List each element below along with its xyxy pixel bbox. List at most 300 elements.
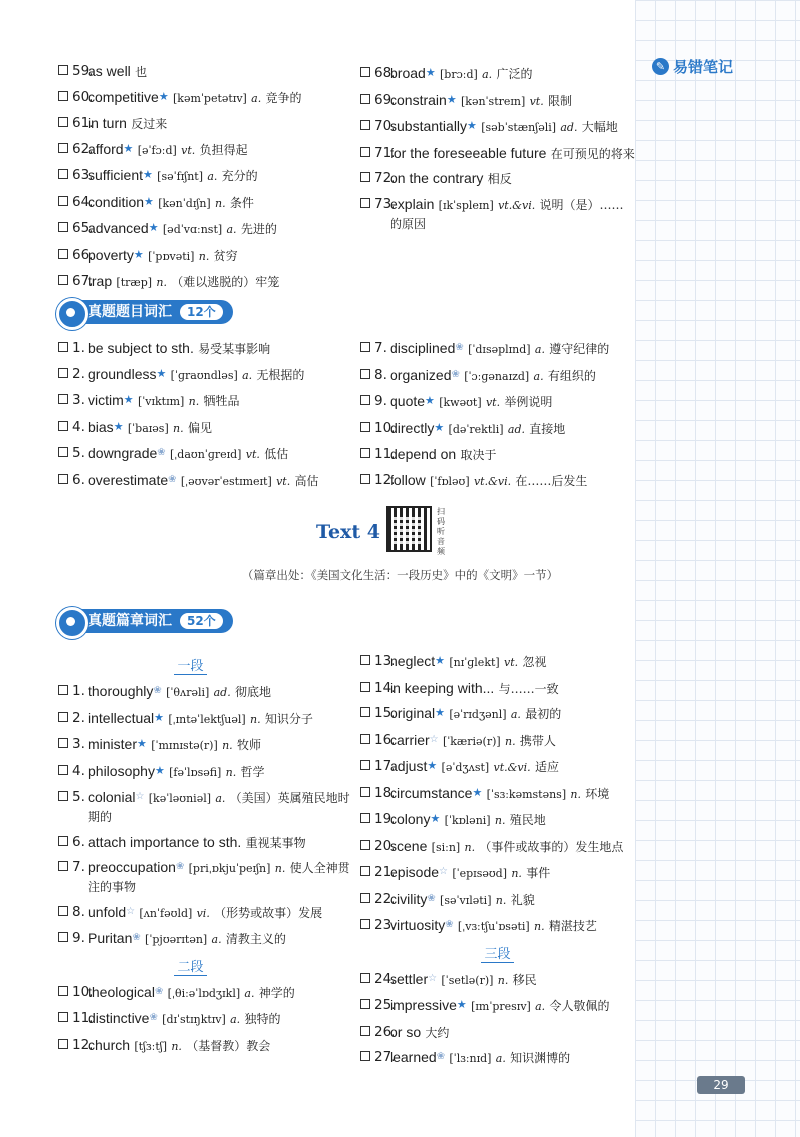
entry-number: 71. xyxy=(374,144,396,161)
checkbox[interactable] xyxy=(360,1051,370,1061)
entry-number: 69. xyxy=(374,91,396,108)
frequency-mark-icon: ❀ xyxy=(149,1012,158,1023)
vocab-entry xyxy=(360,810,655,830)
definition: （事件或故事的）发生地点 xyxy=(479,839,624,854)
entry-number: 2. xyxy=(72,709,85,726)
checkbox[interactable] xyxy=(58,765,68,775)
edit-icon: ✎ xyxy=(652,58,669,75)
definition: （基督教）教会 xyxy=(186,1038,271,1053)
entry-word: civility xyxy=(390,890,428,907)
phonetic: [kənˈstreɪn] xyxy=(460,94,526,108)
part-of-speech: vi. xyxy=(196,906,210,920)
checkbox[interactable] xyxy=(58,836,68,846)
definition: 大约 xyxy=(425,1025,450,1040)
checkbox[interactable] xyxy=(58,906,68,916)
frequency-mark-icon: ☆ xyxy=(126,905,136,917)
checkbox[interactable] xyxy=(360,999,370,1009)
definition: 直接地 xyxy=(529,421,566,436)
phonetic: [ˈfɒləʊ] xyxy=(430,474,470,488)
phonetic: [əˈdʒʌst] xyxy=(441,761,490,774)
phonetic: [tʃɜːtʃ] xyxy=(134,1039,168,1053)
entry-number: 21. xyxy=(374,864,396,880)
frequency-mark-icon: ★ xyxy=(425,66,436,79)
entry-word: poverty xyxy=(88,246,134,263)
phonetic: [əˈrɪdʒənl] xyxy=(449,708,507,721)
vocab-entry xyxy=(58,929,353,949)
section-title: 真题篇章词汇 xyxy=(88,613,172,629)
definition: 与……一致 xyxy=(498,681,559,696)
part-of-speech: n. xyxy=(250,712,261,726)
entry-word: attach importance to sth. xyxy=(88,833,242,850)
checkbox[interactable] xyxy=(58,143,68,153)
part-of-speech: n. xyxy=(497,973,509,987)
frequency-mark-icon: ❀ xyxy=(154,985,164,997)
vocab-entry xyxy=(58,735,353,755)
entry-word: or so xyxy=(390,1023,422,1040)
entry-number: 15. xyxy=(374,705,396,721)
vocab-entry xyxy=(58,219,358,239)
frequency-mark-icon: ★ xyxy=(133,247,144,261)
checkbox[interactable] xyxy=(58,1012,68,1022)
definition: 负担得起 xyxy=(199,142,248,157)
vocab-entry xyxy=(58,62,358,81)
checkbox[interactable] xyxy=(360,787,370,797)
checkbox[interactable] xyxy=(360,172,370,182)
phonetic: [səbˈstænʃəli] xyxy=(481,121,557,134)
part-of-speech: a. xyxy=(533,369,544,383)
part-of-speech: a. xyxy=(230,1013,241,1026)
vocab-entry xyxy=(58,272,358,292)
phonetic: [səˈfɪʃnt] xyxy=(157,170,204,183)
checkbox[interactable] xyxy=(360,395,370,405)
vocab-entry xyxy=(58,339,358,358)
part-of-speech: n. xyxy=(222,739,233,752)
checkbox[interactable] xyxy=(360,67,370,77)
checkbox[interactable] xyxy=(58,65,68,75)
part-of-speech: a. xyxy=(226,223,237,236)
entry-word: follow xyxy=(390,471,426,488)
part-of-speech: a. xyxy=(534,343,545,356)
entry-word: victim xyxy=(88,392,124,408)
frequency-mark-icon: ❀ xyxy=(153,685,162,696)
checkbox[interactable] xyxy=(360,147,370,157)
frequency-mark-icon: ❀ xyxy=(175,861,185,872)
phonetic: [ˈsetlə(r)] xyxy=(441,973,494,987)
frequency-mark-icon: ❀ xyxy=(445,919,454,930)
frequency-mark-icon: ☆ xyxy=(439,866,449,877)
entry-word: for the foreseeable future xyxy=(390,144,547,161)
phonetic: [ɪmˈpresɪv] xyxy=(471,1000,531,1013)
entry-number: 73. xyxy=(374,195,396,212)
definition: 易受某事影响 xyxy=(198,342,271,356)
entry-number: 66. xyxy=(72,246,94,263)
definition: 独特的 xyxy=(244,1012,281,1026)
phonetic: [brɔːd] xyxy=(439,68,478,81)
checkbox[interactable] xyxy=(58,791,68,801)
entry-word: colonial xyxy=(88,789,136,805)
checkbox[interactable] xyxy=(360,474,370,484)
vocab-entry xyxy=(58,88,358,108)
phonetic: [ˈlɜːnɪd] xyxy=(449,1052,492,1065)
entry-number: 8. xyxy=(72,903,85,920)
vocab-entry xyxy=(360,837,655,857)
entry-number: 22. xyxy=(374,890,396,907)
checkbox[interactable] xyxy=(58,932,68,942)
entry-word: intellectual xyxy=(88,709,155,726)
checkbox[interactable] xyxy=(360,198,370,208)
definition: 限制 xyxy=(548,93,573,108)
entry-word: distinctive xyxy=(88,1010,150,1026)
vocab-entry xyxy=(360,679,655,698)
frequency-mark-icon: ★ xyxy=(446,92,457,106)
entry-number: 8. xyxy=(374,366,387,383)
part-of-speech: a. xyxy=(251,91,262,105)
checkbox[interactable] xyxy=(360,94,370,104)
part-of-speech: n. xyxy=(464,840,476,854)
entry-word: constrain xyxy=(390,91,447,108)
entry-number: 24. xyxy=(374,970,396,987)
frequency-mark-icon: ☆ xyxy=(135,791,145,802)
entry-word: substantially xyxy=(390,118,468,134)
checkbox[interactable] xyxy=(360,919,370,929)
checkbox[interactable] xyxy=(58,685,68,695)
checkbox[interactable] xyxy=(360,973,370,983)
checkbox[interactable] xyxy=(360,342,370,352)
part-of-speech: vt. xyxy=(245,448,260,461)
vocab-entry xyxy=(360,392,635,412)
checkbox[interactable] xyxy=(58,117,68,127)
part-of-speech: a. xyxy=(211,933,222,946)
phonetic: [kəmˈpetətɪv] xyxy=(172,91,247,105)
section2-right-list xyxy=(360,339,635,497)
checkbox[interactable] xyxy=(58,474,68,484)
entry-word: bias xyxy=(88,418,114,435)
definition: 知识渊博的 xyxy=(510,1051,571,1065)
definition: 在可预见的将来 xyxy=(550,146,635,161)
checkbox[interactable] xyxy=(360,840,370,850)
vocab-entry xyxy=(58,246,358,266)
entry-word: thoroughly xyxy=(88,683,154,699)
entry-word: competitive xyxy=(88,88,159,105)
frequency-mark-icon: ★ xyxy=(435,706,446,719)
frequency-mark-icon: ★ xyxy=(148,221,159,234)
vocab-entry xyxy=(58,1009,323,1029)
entry-word: trap xyxy=(88,273,113,289)
checkbox[interactable] xyxy=(58,275,68,285)
part-of-speech: a. xyxy=(482,68,493,81)
part-of-speech: ad. xyxy=(507,422,525,436)
vocab-entry xyxy=(58,682,353,702)
entry-word: advanced xyxy=(88,220,149,236)
phonetic: [ˈsɜːkəmstəns] xyxy=(486,787,567,801)
definition: 殖民地 xyxy=(509,813,546,827)
entry-number: 5. xyxy=(72,789,85,805)
entry-number: 9. xyxy=(72,930,85,946)
phonetic: [ˌθiːəˈlɒdʒɪkl] xyxy=(167,986,241,1000)
entry-number: 62. xyxy=(72,140,94,157)
vocab-entry xyxy=(360,117,635,137)
definition: 牧师 xyxy=(236,738,261,752)
checkbox[interactable] xyxy=(58,421,68,431)
frequency-mark-icon: ❀ xyxy=(168,473,177,485)
definition: 偏见 xyxy=(187,420,212,435)
entry-number: 70. xyxy=(374,118,396,134)
segment-heading: 三段 xyxy=(481,947,513,963)
vocab-entry xyxy=(58,140,358,160)
entry-number: 60. xyxy=(72,88,94,105)
checkbox[interactable] xyxy=(360,448,370,458)
phonetic: [ɪkˈspleɪn] xyxy=(438,198,494,212)
checkbox[interactable] xyxy=(58,249,68,259)
part-of-speech: n. xyxy=(188,395,200,408)
definition: 说明（是）……的原因 xyxy=(390,197,624,231)
entry-word: philosophy xyxy=(88,762,155,779)
checkbox[interactable] xyxy=(58,91,68,101)
phonetic: [ˈɡraʊndləs] xyxy=(170,368,238,382)
section3-right-column xyxy=(360,652,635,1075)
definition: 清教主义的 xyxy=(225,932,286,946)
part-of-speech: a. xyxy=(215,792,226,805)
text-title: Text 4 xyxy=(316,521,380,543)
vocab-entry xyxy=(360,652,655,672)
phonetic: [əˈfɔːd] xyxy=(137,143,177,157)
checkbox[interactable] xyxy=(58,394,68,404)
entry-word: broad xyxy=(390,65,426,81)
checkbox[interactable] xyxy=(58,222,68,232)
entry-word: minister xyxy=(88,736,138,752)
part-of-speech: ad. xyxy=(560,121,578,134)
entry-number: 12. xyxy=(374,471,396,488)
phonetic: [ˌəʊvərˈestɪmeɪt] xyxy=(180,474,272,488)
vocab-entry xyxy=(360,970,635,990)
definition: 哲学 xyxy=(240,764,265,779)
checkbox[interactable] xyxy=(58,368,68,378)
frequency-mark-icon: ★ xyxy=(456,998,467,1011)
checkbox[interactable] xyxy=(360,760,370,770)
entry-number: 63. xyxy=(72,167,94,183)
entry-word: colony xyxy=(390,811,431,827)
section-header-passage xyxy=(62,609,233,633)
vocab-entry xyxy=(360,195,635,233)
entry-number: 11. xyxy=(72,1010,94,1026)
qr-code-icon[interactable] xyxy=(386,506,432,552)
entry-number: 3. xyxy=(72,392,85,408)
part-of-speech: n. xyxy=(198,249,210,263)
vocab-entry xyxy=(360,445,635,464)
section2-left-list xyxy=(58,339,358,497)
frequency-mark-icon: ★ xyxy=(156,366,167,380)
vocab-entry xyxy=(360,1023,635,1042)
checkbox[interactable] xyxy=(360,707,370,717)
part-of-speech: vt. xyxy=(485,396,501,409)
definition: 牺牲品 xyxy=(203,394,240,408)
vocab-entry xyxy=(360,784,655,804)
checkbox[interactable] xyxy=(360,734,370,744)
checkbox[interactable] xyxy=(58,986,68,996)
entry-number: 67. xyxy=(72,273,94,289)
phonetic: [ˌvɜːtʃuˈɒsəti] xyxy=(457,920,530,933)
frequency-mark-icon: ★ xyxy=(154,763,165,777)
part-of-speech: vt.&vi. xyxy=(498,198,536,212)
definition: 举例说明 xyxy=(504,395,553,409)
checkbox[interactable] xyxy=(58,861,68,871)
phonetic: [ˌɪntəˈlektʃuəl] xyxy=(168,712,246,726)
checkbox[interactable] xyxy=(360,682,370,692)
frequency-mark-icon: ❀ xyxy=(451,368,460,380)
vocab-entry xyxy=(360,890,655,910)
vocab-entry xyxy=(58,391,358,411)
phonetic: [ˈvɪktɪm] xyxy=(137,395,185,408)
entry-word: overestimate xyxy=(88,471,169,488)
definition: 高估 xyxy=(294,473,319,488)
vocab-entry xyxy=(58,471,358,491)
checkbox[interactable] xyxy=(360,422,370,432)
entry-number: 59. xyxy=(72,63,94,79)
vocab-entry xyxy=(360,731,655,751)
entry-word: church xyxy=(88,1036,131,1053)
section-count: 52个 xyxy=(180,613,223,629)
part-of-speech: n. xyxy=(225,765,237,779)
phonetic: [ˈmɪnɪstə(r)] xyxy=(151,739,218,752)
checkbox[interactable] xyxy=(360,120,370,130)
entry-word: afford xyxy=(88,140,124,157)
vocab-entry xyxy=(360,64,635,84)
entry-word: organized xyxy=(390,366,452,383)
phonetic: [dɪˈstɪŋktɪv] xyxy=(162,1013,226,1026)
checkbox[interactable] xyxy=(360,866,370,876)
frequency-mark-icon: ★ xyxy=(137,737,147,750)
checkbox[interactable] xyxy=(360,813,370,823)
entry-number: 20. xyxy=(374,837,396,854)
checkbox[interactable] xyxy=(58,738,68,748)
vocab-entry xyxy=(58,1036,323,1056)
part-of-speech: n. xyxy=(274,862,286,875)
phonetic: [ˈdɪsəplɪnd] xyxy=(468,343,531,356)
entry-number: 25. xyxy=(374,997,396,1013)
definition: 条件 xyxy=(229,195,254,210)
definition: 低估 xyxy=(264,447,289,461)
section-title: 真题题目词汇 xyxy=(88,304,172,320)
checkbox[interactable] xyxy=(360,1026,370,1036)
entry-number: 17. xyxy=(374,758,396,774)
vocab-entry xyxy=(58,193,358,213)
part-of-speech: vt. xyxy=(276,474,291,488)
checkbox[interactable] xyxy=(58,196,68,206)
source-note: （篇章出处：《美国文化生活：一段历史》中的《文明》一节） xyxy=(241,568,559,582)
entry-word: on the contrary xyxy=(390,170,484,186)
checkbox[interactable] xyxy=(58,169,68,179)
checkbox[interactable] xyxy=(360,655,370,665)
phonetic: [priˌɒkjuˈpeɪʃn] xyxy=(188,862,271,875)
entry-number: 14. xyxy=(374,679,396,696)
vocab-entry xyxy=(360,916,655,936)
entry-word: quote xyxy=(390,393,426,409)
definition: 反过来 xyxy=(131,117,168,131)
checkbox[interactable] xyxy=(360,369,370,379)
definition: 使人全神贯注的事物 xyxy=(88,861,350,894)
part-of-speech: vt. xyxy=(504,656,519,669)
definition: 取决于 xyxy=(460,448,497,462)
vocab-entry xyxy=(58,709,353,729)
vocab-entry xyxy=(360,757,655,777)
definition: 无根据的 xyxy=(256,367,305,382)
checkbox[interactable] xyxy=(58,342,68,352)
frequency-mark-icon: ★ xyxy=(427,759,438,772)
part-of-speech: vt.&vi. xyxy=(493,761,531,774)
vocab-entry xyxy=(360,144,635,163)
frequency-mark-icon: ★ xyxy=(467,119,477,132)
entry-number: 6. xyxy=(72,471,85,488)
vocab-entry xyxy=(360,704,655,724)
frequency-mark-icon: ★ xyxy=(472,785,483,799)
entry-word: adjust xyxy=(390,758,428,774)
definition: 最初的 xyxy=(525,707,562,721)
frequency-mark-icon: ❀ xyxy=(427,892,436,904)
vocab-entry xyxy=(58,833,353,852)
vocab-entry xyxy=(58,444,358,464)
entry-number: 5. xyxy=(72,445,85,461)
section3-left-column xyxy=(58,653,350,1062)
search-icon xyxy=(56,298,88,330)
checkbox[interactable] xyxy=(58,1039,68,1049)
entry-word: in turn xyxy=(88,115,127,131)
vocab-entry xyxy=(360,169,635,188)
entry-number: 4. xyxy=(72,418,85,435)
phonetic: [ˈepɪsəʊd] xyxy=(452,867,508,880)
frequency-mark-icon: ★ xyxy=(430,812,441,825)
phonetic: [ˈkæriə(r)] xyxy=(442,734,501,748)
vocab-entry xyxy=(58,903,353,923)
section1-right-list xyxy=(360,64,635,239)
definition: 重视某事物 xyxy=(245,835,306,850)
definition: 携带人 xyxy=(519,733,556,748)
part-of-speech: a. xyxy=(510,708,521,721)
vocab-entry xyxy=(360,419,635,439)
definition: 大幅地 xyxy=(581,120,618,134)
phonetic: [nɪˈɡlekt] xyxy=(449,656,500,669)
entry-number: 13. xyxy=(374,653,396,669)
vocab-entry xyxy=(58,166,358,186)
part-of-speech: vt.&vi. xyxy=(473,474,512,488)
part-of-speech: a. xyxy=(495,1052,506,1065)
vocab-entry xyxy=(58,983,323,1003)
entry-number: 1. xyxy=(72,683,85,699)
checkbox[interactable] xyxy=(58,447,68,457)
checkbox[interactable] xyxy=(360,893,370,903)
phonetic: [ˈpjʊərɪtən] xyxy=(145,933,208,946)
entry-word: impressive xyxy=(390,997,457,1013)
phonetic: [kəˈləʊniəl] xyxy=(148,792,212,805)
vocab-entry xyxy=(58,365,358,385)
notes-label: 易错笔记 xyxy=(673,58,734,76)
entry-word: carrier xyxy=(390,731,430,748)
definition: 忽视 xyxy=(522,655,547,669)
entry-number: 72. xyxy=(374,170,396,186)
part-of-speech: n. xyxy=(534,920,545,933)
entry-word: learned xyxy=(390,1049,437,1065)
checkbox[interactable] xyxy=(58,712,68,722)
segment-heading: 一段 xyxy=(174,659,206,675)
definition: 在……后发生 xyxy=(515,473,588,488)
definition: 充分的 xyxy=(221,169,258,183)
entry-number: 6. xyxy=(72,833,85,850)
vocab-entry xyxy=(360,863,655,883)
frequency-mark-icon: ★ xyxy=(123,393,134,406)
entry-word: downgrade xyxy=(88,445,158,461)
part-of-speech: n. xyxy=(511,867,522,880)
entry-word: be subject to sth. xyxy=(88,340,194,356)
entry-word: explain xyxy=(390,195,435,212)
